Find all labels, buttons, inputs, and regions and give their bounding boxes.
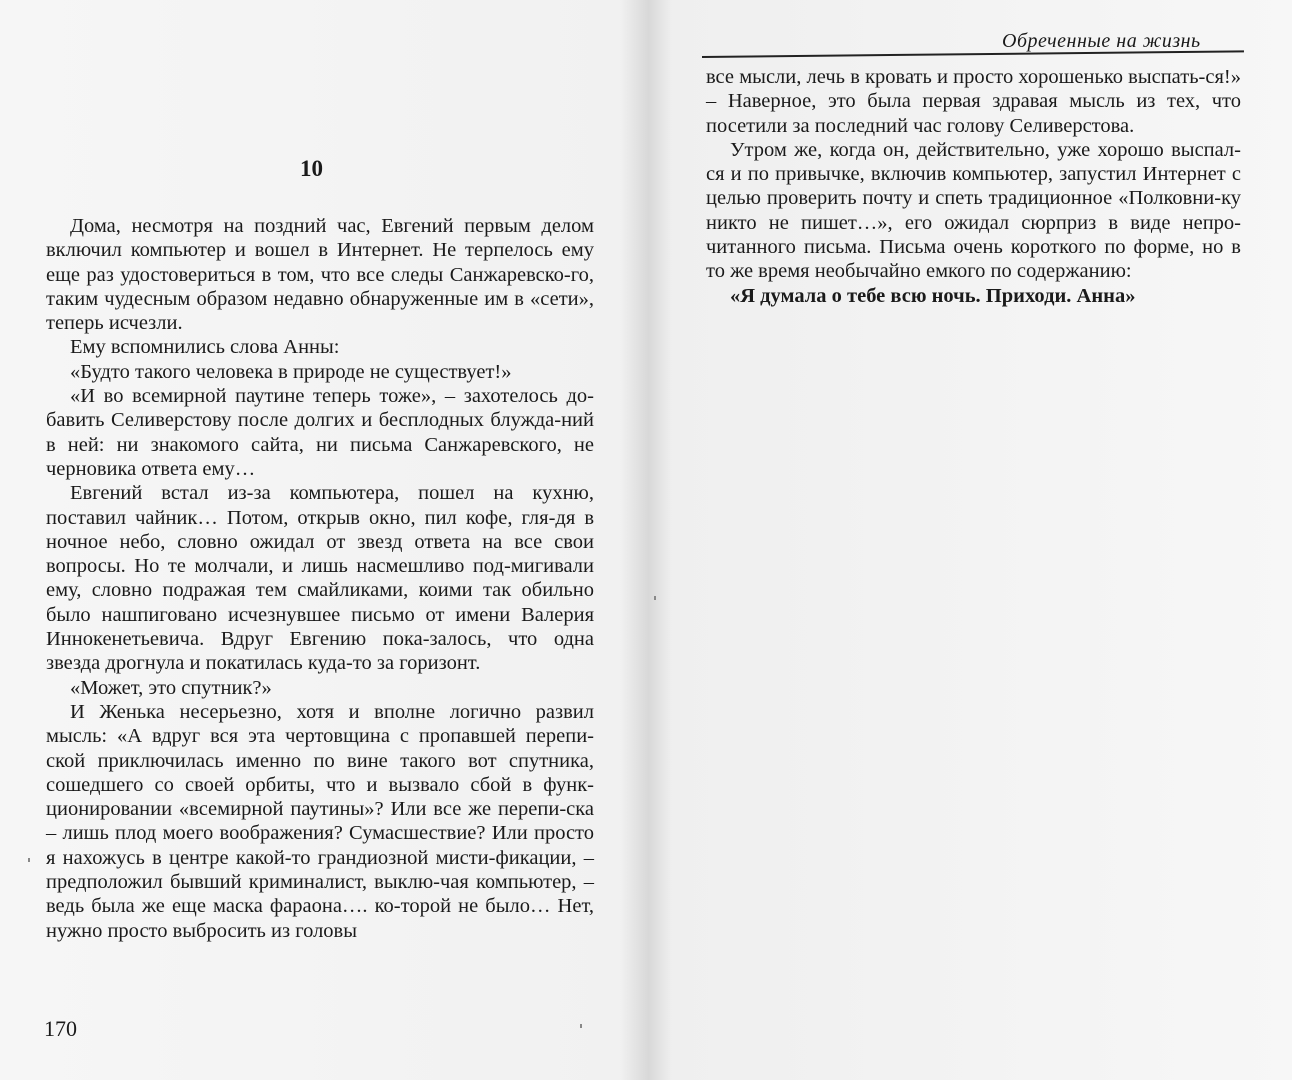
print-speck	[580, 1024, 582, 1028]
right-page-text	[706, 65, 1241, 308]
page-number: 170	[44, 1016, 77, 1041]
paragraph: Дома, несмотря на поздний час, Евгений первым делом включил компьютер и вошел в Интернет. Не терпелось ему еще раз удостовериться в том, что все следы Санжаревско-го, таким чудесным образом недавно обнаруженные им в «сети», теперь исчезли.	[46, 215, 594, 335]
header-rule	[702, 50, 1244, 58]
chapter-number: 10	[300, 156, 323, 181]
letter-text: «Я думала о тебе всю ночь. Приходи. Анна»	[730, 284, 1136, 307]
paragraph: И Женька несерьезно, хотя и вполне логично развил мысль: «А вдруг вся эта чертовщина с пропавшей перепи-ской приключилась именно по вине такого вот спутника, сошедшего со своей орбиты, что и вызвало сбой в функ-ционировании «всемирной паутины»? Или все же перепи-ска – лишь плод моего воображения? Сумасшествие? Или просто я нахожусь в центре какой-то грандиозной мисти-фикации, – предположил бывший криминалист, выклю-чая компьютер, – ведь была же еще маска фараона…. ко-торой не было… Нет, нужно просто выбросить из головы	[46, 700, 594, 942]
paragraph: «И во всемирной паутине теперь тоже», – захотелось до-бавить Селиверстову после долгих и бесплодных блужда-ний в ней: ни знакомого сайта, ни письма Санжаревского, не черновика ответа ему…	[46, 385, 594, 480]
right-page	[652, 0, 1292, 1080]
continued-paragraph: все мысли, лечь в кровать и просто хорошенько выспать-ся!» – Наверное, это была первая здравая мысль из тех, что посетили за последний час голову Селиверстова.	[706, 66, 1241, 137]
running-head: Обреченные на жизнь	[1002, 30, 1201, 52]
paragraph: «Будто такого человека в природе не существует!»	[70, 360, 512, 383]
print-speck	[654, 596, 656, 600]
paragraph: Ему вспомнились слова Анны:	[70, 336, 340, 359]
print-speck	[28, 858, 30, 862]
paragraph: Евгений встал из-за компьютера, пошел на кухню, поставил чайник… Потом, открыв окно, пил кофе, гля-дя в ночное небо, словно ожидал от звезд ответа на все свои вопросы. Но те молчали, и лишь насмешливо под-мигивали ему, словно подражая тем смайликами, коими так обильно было нашпиговано исчезнувшее письмо от имени Валерия Иннокенетьевича. Вдруг Евгению пока-залось, что одна звезда дрогнула и покатилась куда-то за горизонт.	[46, 482, 594, 675]
paragraph: Утром же, когда он, действительно, уже хорошо выспал-ся и по привычке, включив компьютер, запустил Интернет с целью проверить почту и спеть традиционное «Полковни-ку никто не пишет…», его ожидал сюрприз в виде непро-читанного письма. Письма очень короткого по форме, но в то же время необычайно емкого по содержанию:	[706, 138, 1241, 283]
left-page-text	[46, 214, 594, 943]
paragraph: «Может, это спутник?»	[70, 676, 272, 699]
